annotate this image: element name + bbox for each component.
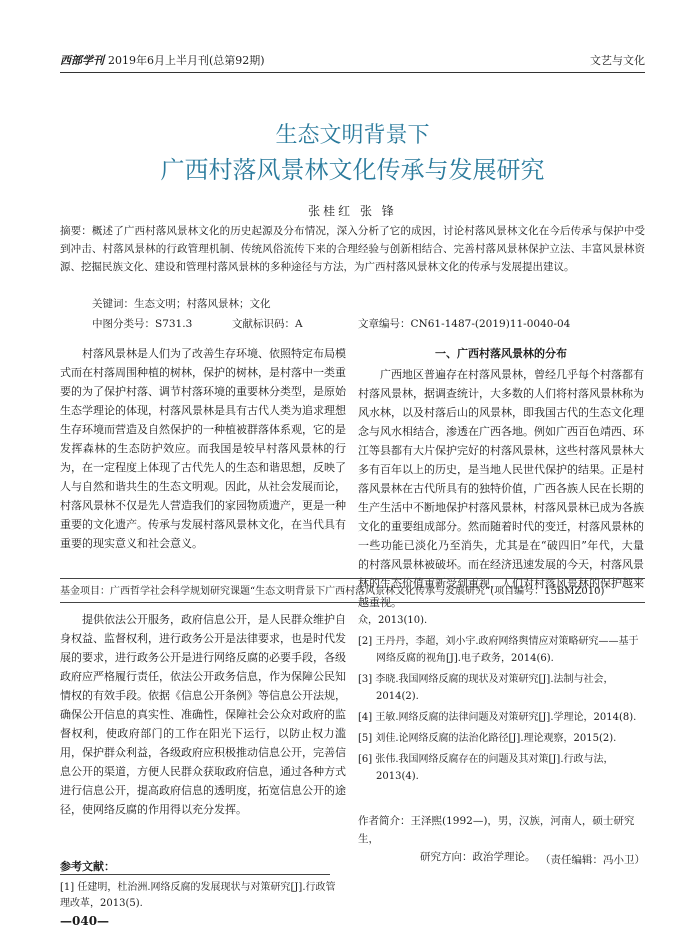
author-note-line-1: 作者简介：王泽熙(1992—)，男，汉族，河南人，硕士研究生， <box>358 815 635 845</box>
body-paragraph: 提供依法公开服务，政府信息公开，是人民群众维护自身权益、监督权利，进行政务公开是法律要求，也是时代发展的要求，进行政务公开是进行网络反腐的必要手段，各级政府应严格履行责任，依法公开政务信息，作为保障公民知情权的有效手段。依据《信息公开条例》等信息公开法规，确保公开信息的真实性、准确性，保障社会公众对政府的监督权利，使政府部门的工作在阳光下运行，以防止权力滥用，保护群众利益，各级政府应积极推动信息公开，完善信息公开的渠道，方便人民群众获取政府信息，通过各种方式进行信息公开，提高政府信息的透明度，拓宽信息公开的途径，使网络反腐的作用得以充分发挥。 <box>60 613 346 816</box>
running-header <box>60 52 645 70</box>
reference-item: [6] 张伟.我国网络反腐存在的问题及其对策[J].行政与法，2013(4). <box>358 754 614 782</box>
reference-list-continued <box>358 612 644 789</box>
author-note-line-2: 研究方向：政治学理论。 <box>420 851 536 863</box>
journal-name: 西部学刊 <box>60 54 104 67</box>
clc-number: 中图分类号：S731.3 <box>92 318 193 330</box>
section-name: 文艺与文化 <box>590 54 645 67</box>
reference-item: [1] 任建明，杜治洲.网络反腐的发展现状与对策研究[J].行政管理改革，2013(5). <box>60 882 336 909</box>
funding-rule-top <box>60 578 645 579</box>
left-column <box>60 344 346 553</box>
reference-item: [3] 李晓.我国网络反腐的现状及对策研究[J].法制与社会，2014(2). <box>358 674 614 702</box>
right-column <box>358 344 644 612</box>
title-line-1: 生态文明背景下 <box>275 123 430 148</box>
reference-item: [5] 刘佳.论网络反腐的法治化路径[J].理论观察，2015(2). <box>358 733 617 744</box>
body-paragraph: 广西地区普遍存在村落风景林，曾经几乎每个村落都有村落风景林，据调查统计，大多数的人们将村落风景林称为风水林，以及村落后山的风景林，即我国古代的生态文化理念与风水相结合，渗透在广西各地。例如广西百色靖西、环江等县都有大片保护完好的村落风景林，这些村落风景林大多有百年以上的历史，是当地人民世代保护的结果。正是村落风景林在古代所具有的独特价值，广西各族人民在长期的生产生活中不断地保护村落风景林，村落风景林已成为各族文化的重要组成部分。然而随着时代的变迁，村落风景林的一些功能已淡化乃至消失，尤其是在“破四旧”年代，大量的村落风景林被破坏。而在经济迅速发展的今天，村落风景林的生态价值重新受到重视，人们对村落风景林的保护越来越重视。 <box>358 368 644 609</box>
editor-note: （责任编辑：冯小卫） <box>540 854 645 866</box>
reference-item: [2] 王丹丹，李超，刘小宇.政府网络舆情应对策略研究——基于网络反腐的视角[J].电子政务，2014(6). <box>358 636 639 664</box>
references-rule <box>60 874 330 875</box>
authors: 张桂红 张 锋 <box>308 204 397 218</box>
abstract: 摘要：概述了广西村落风景林文化的历史起源及分布情况，深入分析了它的成因，讨论村落风景林文化在今后传承与保护中受到冲击、村落风景林的行政管理机制、传统风俗流传下来的合理经验与创新相结合、完善村落风景林保护立法、丰富风景林资源、挖掘民族文化、建设和管理村落风景林的多种途径与方法，为广西村落风景林文化的传承与发展提出建议。 <box>60 225 645 273</box>
funding-rule-bottom <box>60 602 645 603</box>
keywords: 关键词：生态文明；村落风景林；文化 <box>92 298 271 310</box>
page-number: —040— <box>60 914 110 928</box>
body-paragraph: 村落风景林是人们为了改善生存环境、依照特定布局模式而在村落周围种植的树林，保护的树林，是村落中一类重要的为了保护村落、调节村落环境的重要林分类型，是原始生态学理论的体现，村落风景林是具有古代人类为追求理想生存环境而营造及自然保护的一种植被群落体系观，它的是发挥森林的生态防护效应。而我国是较早村落风景林的行为，在一定程度上体现了古代先人的生态和谐思想，反映了人与自然和谐共生的生态文明观。因此，从社会发展而论，村落风景林不仅是先人营造我们的家园物质遗产，更是一种重要的文化遗产。传承与发展村落风景林文化，在当代具有重要的现实意义和社会意义。 <box>60 347 346 550</box>
document-code: 文献标识码：A <box>232 318 303 330</box>
funding-note: 基金项目：广西哲学社会科学规划研究课题“生态文明背景下广西村落风景林文化传承与发展研究”(项目编号：15BMZ010) <box>60 586 605 597</box>
journal-info <box>60 52 265 70</box>
section-heading: 一、广西村落风景林的分布 <box>435 347 567 360</box>
article-number: 文章编号：CN61-1487-(2019)11-0040-04 <box>358 318 571 330</box>
bottom-left-column <box>60 610 346 819</box>
references-title: 参考文献： <box>60 860 115 873</box>
title-line-2: 广西村落风景林文化传承与发展研究 <box>160 156 545 184</box>
reference-item: 众，2013(10). <box>358 615 428 626</box>
reference-item: [4] 王敏.网络反腐的法律问题及对策研究[J].学理论，2014(8). <box>358 712 637 723</box>
issue-info: 2019年6月上半月刊(总第92期) <box>108 54 265 67</box>
header-rule <box>60 72 645 73</box>
